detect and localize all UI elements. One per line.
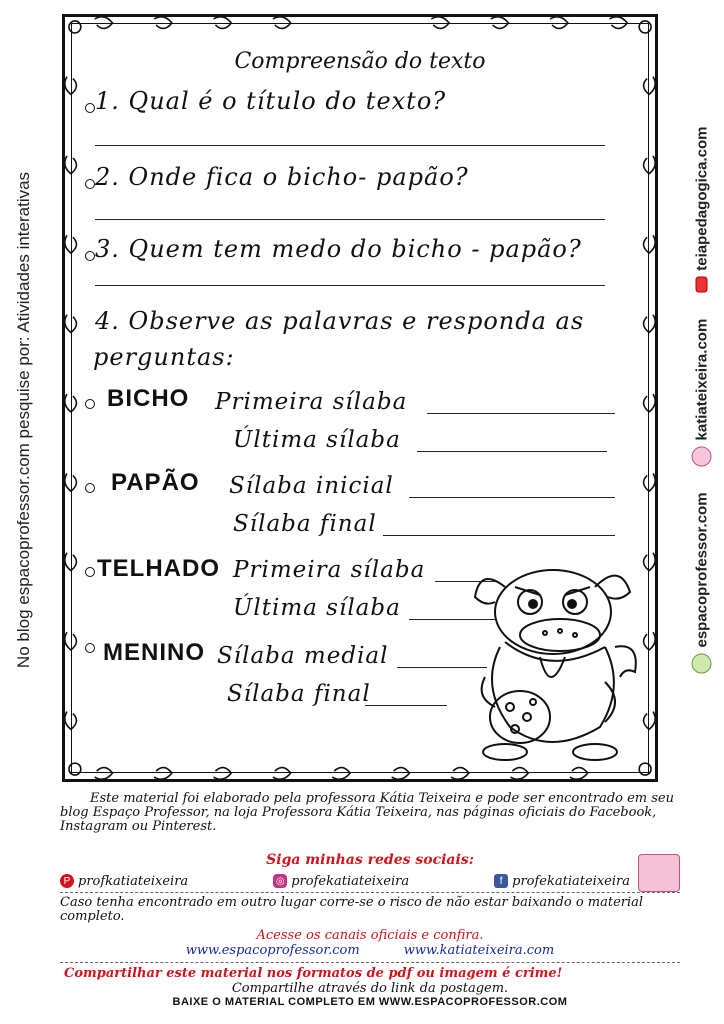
question-2: 2. Onde fica o bicho- papão? (95, 163, 469, 191)
instagram-handle: profekatiateixeira (291, 873, 410, 889)
bullet-icon (85, 567, 95, 577)
credit-text: Este material foi elaborado pela professora Kátia Teixeira e pode ser encontrado em seu blog Espaço Professor, na loja Professora Kátia Teixeira, nas páginas oficiais do Facebook, Instagram ou Pinterest. (60, 791, 674, 834)
word-papao: PAPÃO (111, 469, 200, 496)
answer-line-bicho-1[interactable] (427, 413, 615, 414)
social-pinterest[interactable] (60, 870, 188, 892)
answer-line-1[interactable] (95, 145, 605, 146)
url-katiateixeira[interactable]: www.katiateixeira.com (403, 943, 555, 958)
question-1: 1. Qual é o título do texto? (95, 87, 447, 115)
url-espacoprofessor[interactable]: www.espacoprofessor.com (185, 943, 360, 958)
katia-avatar-icon (692, 446, 712, 466)
crime-warning: Compartilhar este material nos formatos de pdf ou imagem é crime! (64, 966, 563, 981)
question-4-continued: perguntas: (93, 343, 235, 371)
credit-block (60, 792, 680, 834)
legal-block (60, 966, 680, 1008)
pinterest-icon: P (60, 874, 74, 888)
follow-block (60, 852, 680, 892)
divider-1 (60, 892, 680, 893)
answer-line-papao-2[interactable] (383, 535, 615, 536)
label-telhado-2: Última sílaba (233, 595, 401, 621)
bullet-icon (85, 179, 95, 189)
bullet-icon (85, 399, 95, 409)
label-bicho-2: Última sílaba (233, 427, 401, 453)
share-text: Compartilhe através do link da postagem. (231, 981, 509, 996)
label-bicho-1: Primeira sílaba (215, 389, 408, 415)
answer-line-menino-2[interactable] (365, 705, 447, 706)
worksheet-title: Compreensão do texto (234, 49, 486, 74)
worksheet-frame (62, 14, 658, 782)
bullet-icon (85, 103, 95, 113)
site-espacoprofessor[interactable]: espacoprofessor.com (693, 492, 711, 648)
bullet-icon (85, 251, 95, 261)
question-3: 3. Quem tem medo do bicho - papão? (95, 235, 582, 263)
katia-teixeira-badge-icon (638, 854, 680, 892)
bullet-icon (85, 483, 95, 493)
word-menino: MENINO (103, 639, 205, 666)
access-text: Acesse os canais oficiais e confira. (256, 928, 484, 943)
label-telhado-1: Primeira sílaba (233, 557, 426, 583)
answer-line-papao-1[interactable] (409, 497, 615, 498)
label-papao-1: Sílaba inicial (229, 473, 394, 499)
site-teiapedagogica[interactable]: teiapedagogica.com (693, 126, 711, 271)
teia-pedagogica-logo-icon (696, 277, 708, 293)
left-sidebar-text (6, 140, 42, 700)
answer-line-3[interactable] (95, 285, 605, 286)
instagram-icon: ◎ (273, 874, 287, 888)
facebook-icon: f (494, 874, 508, 888)
warning-block (60, 896, 680, 924)
answer-line-2[interactable] (95, 219, 605, 220)
warning-text: Caso tenha encontrado em outro lugar corre-se o risco de não estar baixando o material completo. (60, 895, 644, 924)
pinterest-handle: profkatiateixeira (78, 873, 189, 889)
follow-heading: Siga minhas redes sociais: (266, 852, 474, 868)
facebook-handle: profekatiateixeira (512, 873, 630, 889)
divider-2 (60, 962, 680, 963)
espacoprofessor-logo-icon (692, 654, 712, 674)
access-block (60, 928, 680, 958)
label-menino-1: Sílaba medial (217, 643, 389, 669)
label-menino-2: Sílaba final (227, 681, 371, 707)
download-text[interactable]: BAIXE O MATERIAL COMPLETO EM WWW.ESPACOPROFESSOR.COM (172, 996, 568, 1008)
question-4: 4. Observe as palavras e responda as (95, 307, 585, 335)
blog-promo-text: No blog espacoprofessor.com pesquise por: Atividades interativas (14, 171, 33, 669)
bicho-papao-illustration (465, 557, 645, 767)
site-katiateixeira[interactable]: katiateixeira.com (693, 318, 711, 441)
label-papao-2: Sílaba final (233, 511, 377, 537)
social-facebook[interactable] (494, 870, 680, 892)
answer-line-bicho-2[interactable] (417, 451, 607, 452)
social-instagram[interactable] (273, 870, 409, 892)
right-sidebar-links (684, 60, 720, 740)
bullet-icon (85, 643, 95, 653)
word-telhado: TELHADO (97, 555, 220, 582)
word-bicho: BICHO (107, 385, 190, 412)
